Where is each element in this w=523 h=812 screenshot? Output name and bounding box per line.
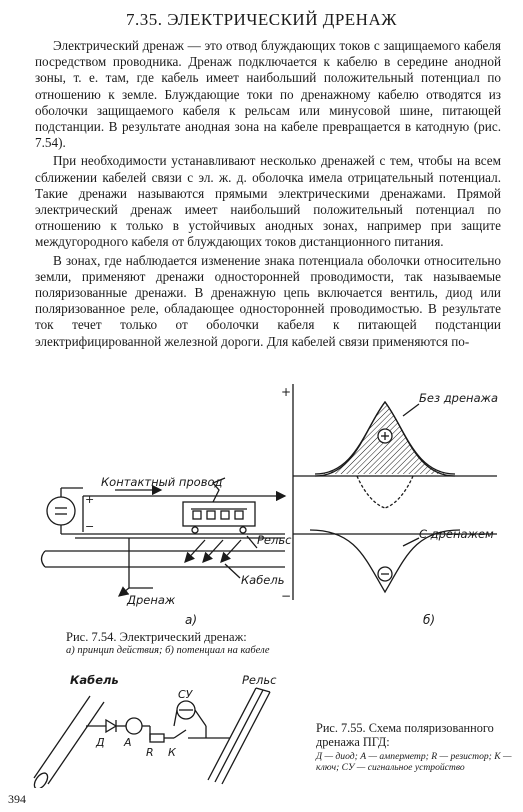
figure-drain-principle — [35, 378, 505, 630]
figure-caption-755 — [316, 722, 512, 773]
caption-title-2: Рис. 7.55. Схема поляризованного дренажа ПГД: — [316, 721, 494, 749]
caption-subtitle: а) принцип действия; б) потенциал на кабеле — [66, 645, 270, 656]
polarized-drain-scheme — [32, 688, 270, 788]
label-rail: Рельс — [257, 533, 292, 547]
figure-polarized-drain — [10, 668, 310, 788]
page-title: 7.35. ЭЛЕКТРИЧЕСКИЙ ДРЕНАЖ — [126, 10, 397, 29]
paragraph: В зонах, где наблюдается изменение знака потенциала оболочки относительно земли, применяют дренажи односторонней проводимости, так называемые поляризованные дренажи. В дренажную цепь включается вентиль, диод или поляризованное реле, обладающее односторонней проводимостью. В результате ток течет только от оболочки кабеля к питающей подстанции электрифицированной железной дороги. Для кабелей связи применяются по- — [35, 252, 501, 349]
label-k: К — [168, 746, 176, 759]
label-axis-plus: + — [281, 385, 292, 399]
label-without-drain: Без дренажа — [419, 391, 499, 405]
label-minus: − — [85, 520, 95, 533]
label-cable: Кабель — [241, 573, 285, 587]
label-axis-minus: − — [281, 589, 292, 603]
label-d: Д — [96, 736, 105, 749]
caption-subtitle-2: Д — диод; А — амперметр; R — резистор; К — ключ; СУ — сигнальное устройство — [316, 751, 512, 773]
label-panel-b: б) — [423, 613, 436, 627]
panel-b — [287, 384, 497, 600]
label-contact-wire: Контактный провод — [101, 475, 223, 489]
paragraph: При необходимости устанавливают несколько дренажей с тем, чтобы на всем сближении кабелей связи с эл. ж. д. оболочка имела отрицательный потенциал. Такие дренажи называются прямыми электрическими дренажами. Прямой электрический дренаж имеет наибольший положительный потенциал по отношению к только в устойчивых анодных зонах, например при защите междугородного кабеля от блуждающих токов дистанционного питания. — [35, 153, 501, 250]
page-number: 394 — [8, 792, 26, 806]
figure-caption-754 — [66, 630, 466, 658]
label-rail-2: Рельс — [242, 673, 277, 687]
label-cable-2: Кабель — [70, 673, 119, 687]
label-plus: + — [85, 493, 95, 506]
label-drain: Дренаж — [127, 593, 176, 607]
paragraph: Электрический дренаж — это отвод блуждающих токов с защищаемого кабеля посредством проводника. Дренаж подключается к кабелю в середине анодной зоны, т. е. там, где кабель имеет наибольший положительный потенциал по отношению к земле. Блуждающие токи по дренажному кабелю отводятся из оболочки защищаемого кабеля к рельсам или минусовой шине, питающей подстанции. В результате анодная зона на кабеле превращается в катодную (рис. 7.54). — [35, 38, 501, 151]
body-text — [35, 38, 501, 352]
label-a: А — [124, 736, 132, 749]
label-su: СУ — [178, 688, 193, 701]
label-with-drain: С дренажем — [419, 527, 494, 541]
caption-title: Рис. 7.54. Электрический дренаж: — [66, 630, 247, 644]
label-r: R — [146, 746, 154, 759]
label-panel-a: а) — [185, 613, 198, 627]
